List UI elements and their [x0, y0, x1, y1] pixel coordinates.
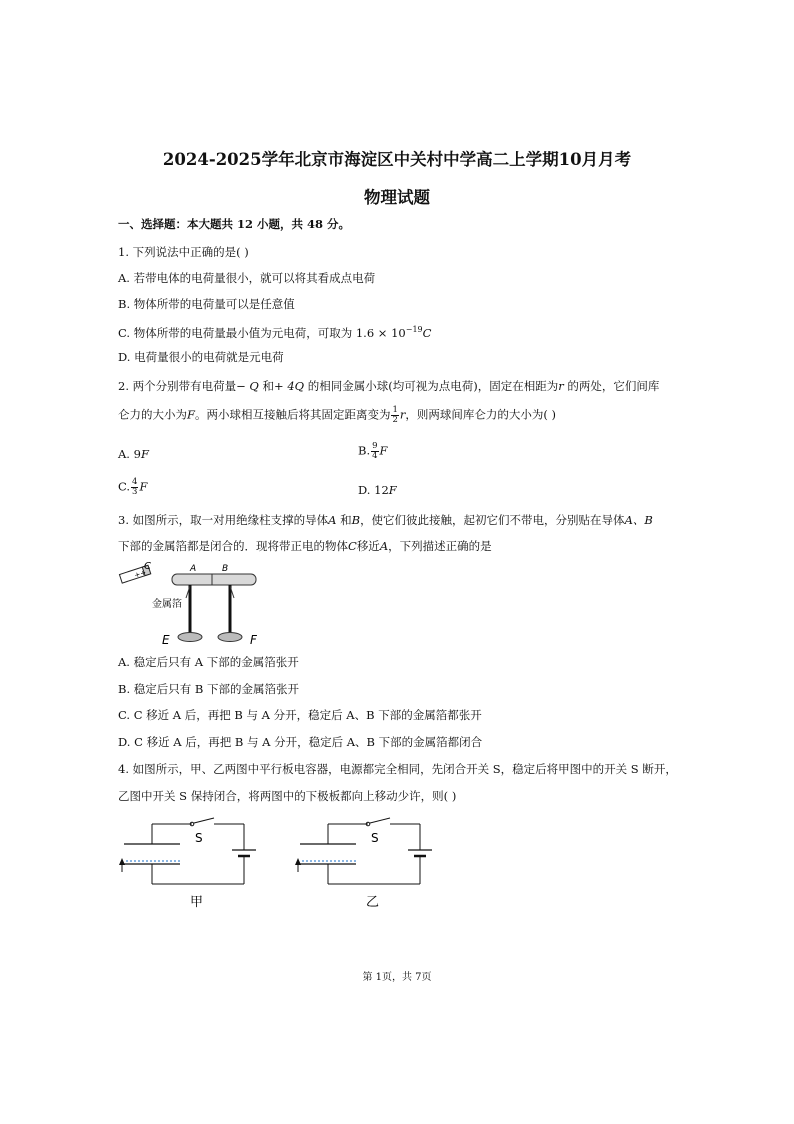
- q1-option-c: [118, 322, 431, 341]
- q3-text: 移近: [356, 539, 380, 553]
- q3-text: ，使它们彼此接触，起初它们不带电，分别贴在导体: [360, 513, 625, 527]
- up-arrow: [295, 858, 301, 865]
- q3-text: ，下列描述正确的是: [388, 539, 492, 553]
- fraction-denominator: 4: [372, 451, 378, 461]
- q3-text: 下部的金属箔都是闭合的．现将带正电的物体: [118, 539, 348, 553]
- option-force: F: [388, 483, 397, 497]
- q2-distance: r: [558, 379, 564, 393]
- option-force: F: [379, 443, 388, 458]
- fraction-numerator: 9: [372, 441, 378, 451]
- label-c: C: [144, 561, 151, 572]
- q2-text: 的相同金属小球(均可视为点电荷)，固定在相距为: [304, 379, 559, 393]
- q2-option-c-fraction: [131, 478, 138, 497]
- q1-option-c-value: 1.6 × 10: [355, 325, 406, 340]
- q1-stem: 1. 下列说法中正确的是( ): [118, 245, 249, 259]
- label-f: F: [250, 633, 257, 647]
- base-right: [218, 633, 242, 642]
- q1-option-d: D. 电荷量很小的电荷就是元电荷: [118, 350, 284, 364]
- q2-text: ，则两球间库仑力的大小为( ): [405, 407, 557, 422]
- option-label: B.: [358, 443, 371, 458]
- q1-option-c-unit: C: [422, 325, 432, 340]
- q1-option-c-text: C. 物体所带的电荷量最小值为元电荷，可取为: [118, 325, 353, 340]
- q3-var: A: [328, 513, 337, 527]
- q2-text: 2. 两个分别带有电荷量: [118, 379, 237, 393]
- q2-distance: r: [399, 407, 406, 422]
- switch-label: S: [195, 831, 203, 845]
- option-label: D. 12: [358, 483, 389, 497]
- q3-var: B: [351, 513, 361, 527]
- q2-text: 。两小球相互接触后将其固定距离变为: [194, 407, 391, 422]
- base-left: [178, 633, 202, 642]
- fraction-numerator: 4: [132, 477, 138, 487]
- q2-half-fraction: [391, 406, 398, 425]
- q1-option-c-exponent: −19: [405, 325, 423, 334]
- q1-option-b: B. 物体所带的电荷量可以是任意值: [118, 297, 295, 311]
- label-foil: 金属箔: [152, 599, 182, 610]
- svg-text:+: +: [133, 570, 142, 580]
- q4-stem-line2: 乙图中开关 S 保持闭合，将两图中的下极板都向上移动少许，则( ): [118, 789, 457, 803]
- conductor-ab: [172, 574, 256, 585]
- q2-option-c: [118, 478, 147, 497]
- q2-charge1: − Q: [236, 379, 259, 393]
- q3-option-a: A. 稳定后只有 A 下部的金属箔张开: [118, 655, 299, 669]
- q2-option-b-fraction: [371, 442, 378, 461]
- q2-option-b: [358, 442, 388, 461]
- q3-stem-line2: [118, 538, 492, 554]
- label-a: A: [190, 564, 197, 574]
- q2-text: 和: [258, 379, 275, 393]
- q2-stem-line1: [118, 378, 659, 394]
- q4-stem-line1: 4. 如图所示，甲、乙两图中平行板电容器，电源都完全相同，先闭合开关 S，稳定后将甲图中的开关 S 断开，: [118, 762, 677, 776]
- q1-option-a: A. 若带电体的电荷量很小，就可以将其看成点电荷: [118, 271, 376, 285]
- q3-var: A: [379, 539, 389, 553]
- option-force: F: [140, 447, 149, 461]
- section-header: 一、选择题：本大题共 12 小题，共 48 分。: [118, 217, 351, 231]
- q2-text: 的两处，它们间库: [563, 379, 660, 393]
- label-e: E: [162, 633, 170, 647]
- option-label: C.: [118, 479, 131, 494]
- option-force: F: [139, 479, 148, 494]
- fraction-denominator: 2: [392, 415, 398, 425]
- q3-var: C: [348, 539, 357, 553]
- page-subtitle: 物理试题: [364, 188, 430, 207]
- page-title: 2024-2025学年北京市海淀区中关村中学高二上学期10月月考: [162, 150, 632, 169]
- option-label: A. 9: [118, 447, 141, 461]
- q3-var: A、B: [624, 513, 653, 527]
- q4-circuit-yi: [290, 814, 450, 914]
- q2-charge2: + 4Q: [274, 379, 305, 393]
- q2-force: F: [187, 407, 195, 422]
- circuit-caption: 乙: [366, 895, 380, 910]
- up-arrow: [119, 858, 125, 865]
- circuit-caption: 甲: [190, 895, 204, 910]
- switch-lever: [370, 818, 390, 823]
- page-footer: 第 1页，共 7页: [362, 972, 432, 983]
- q3-option-d: D. C 移近 A 后，再把 B 与 A 分开，稳定后 A、B 下部的金属箔都闭合: [118, 735, 483, 749]
- label-b: B: [222, 564, 229, 574]
- q3-conductor-figure: [114, 560, 274, 648]
- switch-lever: [194, 818, 214, 823]
- q3-stem-line1: [118, 512, 653, 528]
- fraction-denominator: 3: [132, 487, 138, 497]
- q2-text: 仑力的大小为: [118, 407, 187, 422]
- q2-option-a: [118, 446, 149, 462]
- q2-option-d: [358, 482, 397, 498]
- q2-stem-line2: [118, 406, 556, 425]
- q3-text: 和: [336, 513, 352, 527]
- fraction-numerator: 1: [392, 405, 398, 415]
- svg-text:+: +: [139, 568, 148, 578]
- q3-option-b: B. 稳定后只有 B 下部的金属箔张开: [118, 682, 300, 696]
- q3-option-c: C. C 移近 A 后，再把 B 与 A 分开，稳定后 A、B 下部的金属箔都张开: [118, 708, 482, 722]
- switch-label: S: [371, 831, 379, 845]
- q3-text: 3. 如图所示，取一对用绝缘柱支撑的导体: [118, 513, 329, 527]
- q4-circuit-jia: [114, 814, 274, 914]
